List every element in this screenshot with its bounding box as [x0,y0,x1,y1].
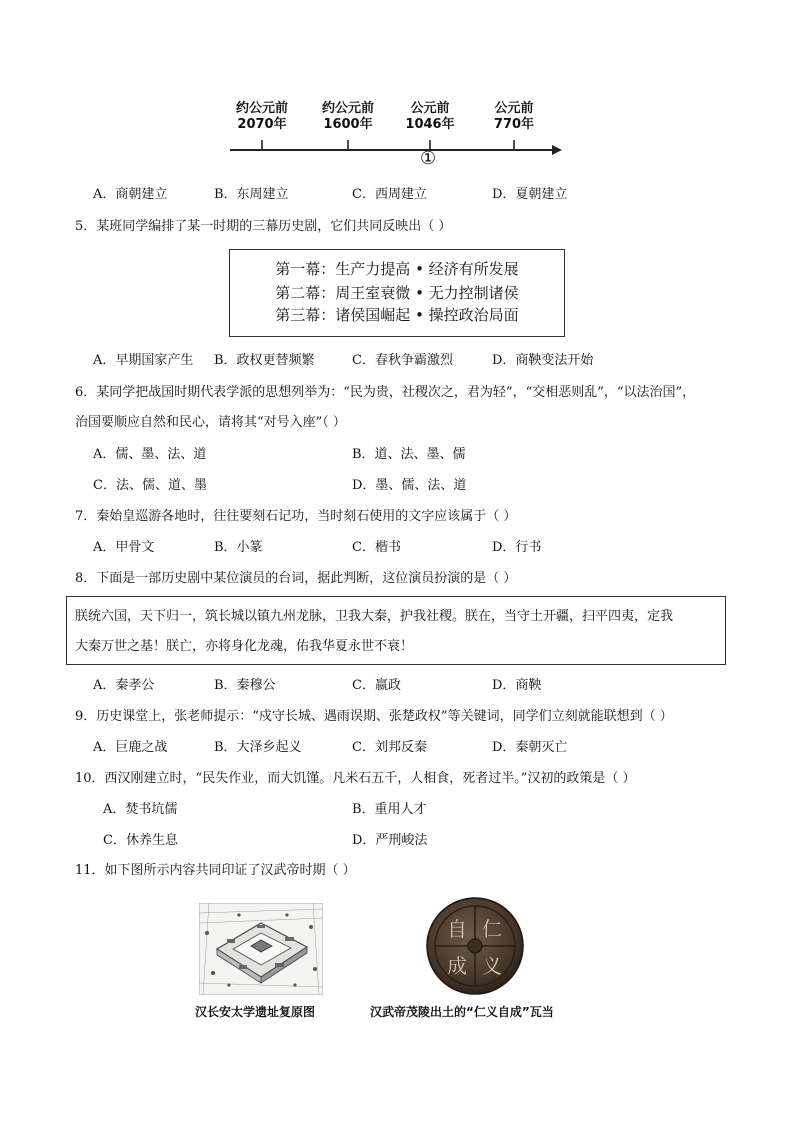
timeline-axis [226,138,566,158]
q6-option-d: D．墨、儒、法、道 [352,478,467,493]
q9-option-c: C．刘邦反秦 [352,740,427,755]
q7-option-d: D．行书 [492,540,542,555]
tile-char-2: 义 [482,954,502,978]
tile-char-1: 仁 [482,917,502,941]
q5-act-1: 第一幕：生产力提高 • 经济有所发展 [275,260,519,278]
q6-option-a: A．儒、墨、法、道 [93,447,207,462]
q4-option-b: B．东周建立 [214,187,289,202]
q4-option-a: A．商朝建立 [93,187,168,202]
q9-option-a: A．巨鹿之战 [93,740,168,755]
q10-option-a: A．焚书坑儒 [103,802,178,817]
q8-option-b: B．秦穆公 [214,678,276,693]
q8-option-a: A．秦孝公 [93,678,155,693]
caption-tile: 汉武帝茂陵出土的“仁义自成”瓦当 [370,1005,554,1019]
q6-option-b: B．道、法、墨、儒 [352,447,466,462]
q5-option-b: B．政权更替频繁 [214,353,315,368]
timeline-label-line: 770年 [493,117,535,132]
q8-stem: 8．下面是一部历史剧中某位演员的台词，据此判断，这位演员扮演的是（ ） [75,571,517,586]
q7-stem: 7．秦始皇巡游各地时，往往要刻石记功，当时刻石使用的文字应该属于（ ） [75,509,517,524]
timeline-label-line: 公元前 [410,101,450,116]
timeline-label-line: 约公元前 [321,101,374,116]
q9-option-d: D．秦朝灭亡 [492,740,568,755]
q10-option-d: D．严刑峻法 [352,833,428,848]
q8-quote-box [66,596,726,665]
timeline-label-4 [474,101,554,133]
q9-stem: 9．历史课堂上，张老师提示：“戍守长城、遇雨误期、张楚政权”等关键词，同学们立刻就能联想到（ ） [75,709,673,724]
q5-option-c: C．春秋争霸激烈 [352,353,453,368]
q6-stem-line-2: 治国要顺应自然和民心，请将其“对号入座”（ ） [75,415,346,430]
timeline-label-1 [222,101,302,133]
renyi-zicheng-tile-image [425,896,525,996]
q8-quote-line-1: 朕统六国，天下归一，筑长城以镇九州龙脉，卫我大秦，护我社稷。朕在，当守土开疆，扫平四夷，定我 [75,609,674,624]
tile-char-4: 成 [447,954,467,978]
q7-option-b: B．小篆 [214,540,263,555]
timeline-label-line: 2070年 [237,117,287,132]
q5-act-3: 第三幕：诸侯国崛起 • 操控政治局面 [275,306,519,324]
q5-drama-box [229,249,565,337]
q5-act-2: 第二幕：周王室衰微 • 无力控制诸侯 [275,284,519,302]
q6-option-c: C．法、儒、道、墨 [93,478,207,493]
timeline-label-line: 公元前 [494,101,534,116]
timeline-label-line: 1046年 [405,117,455,132]
q5-stem: 5．某班同学编排了某一时期的三幕历史剧，它们共同反映出（ ） [75,219,452,234]
q10-option-c: C．休养生息 [103,833,178,848]
timeline-label-3 [390,101,470,133]
q4-option-c: C．西周建立 [352,187,427,202]
q4-option-d: D．夏朝建立 [492,187,568,202]
q10-option-b: B．重用人才 [352,802,427,817]
timeline-label-line: 1600年 [323,117,373,132]
q10-stem: 10．西汉刚建立时，“民失作业，而大饥馑。凡米石五千，人相食，死者过半。”汉初的政策是（ ） [75,771,636,786]
q7-option-c: C．楷书 [352,540,401,555]
taixue-site-reconstruction-image [199,903,323,995]
timeline-marker: ① [420,148,437,169]
timeline-label-line: 约公元前 [235,101,288,116]
q11-stem: 11．如下图所示内容共同印证了汉武帝时期（ ） [75,863,356,878]
q7-option-a: A．甲骨文 [93,540,155,555]
q6-stem-line-1: 6．某同学把战国时期代表学派的思想列举为：“民为贵，社稷次之，君为轻”，“交相恶则乱”，“以法治国”， [75,385,696,400]
caption-taixue: 汉长安太学遗址复原图 [195,1005,316,1019]
q9-option-b: B．大泽乡起义 [214,740,302,755]
q5-option-d: D．商鞅变法开始 [492,353,594,368]
timeline-label-2 [308,101,388,133]
q8-quote-line-2: 大秦万世之基！朕亡，亦将身化龙魂，佑我华夏永世不衰！ [75,639,414,654]
q5-option-a: A．早期国家产生 [93,353,194,368]
q8-option-d: D．商鞅 [492,678,542,693]
q8-option-c: C．嬴政 [352,678,401,693]
tile-char-3: 自 [447,917,467,941]
